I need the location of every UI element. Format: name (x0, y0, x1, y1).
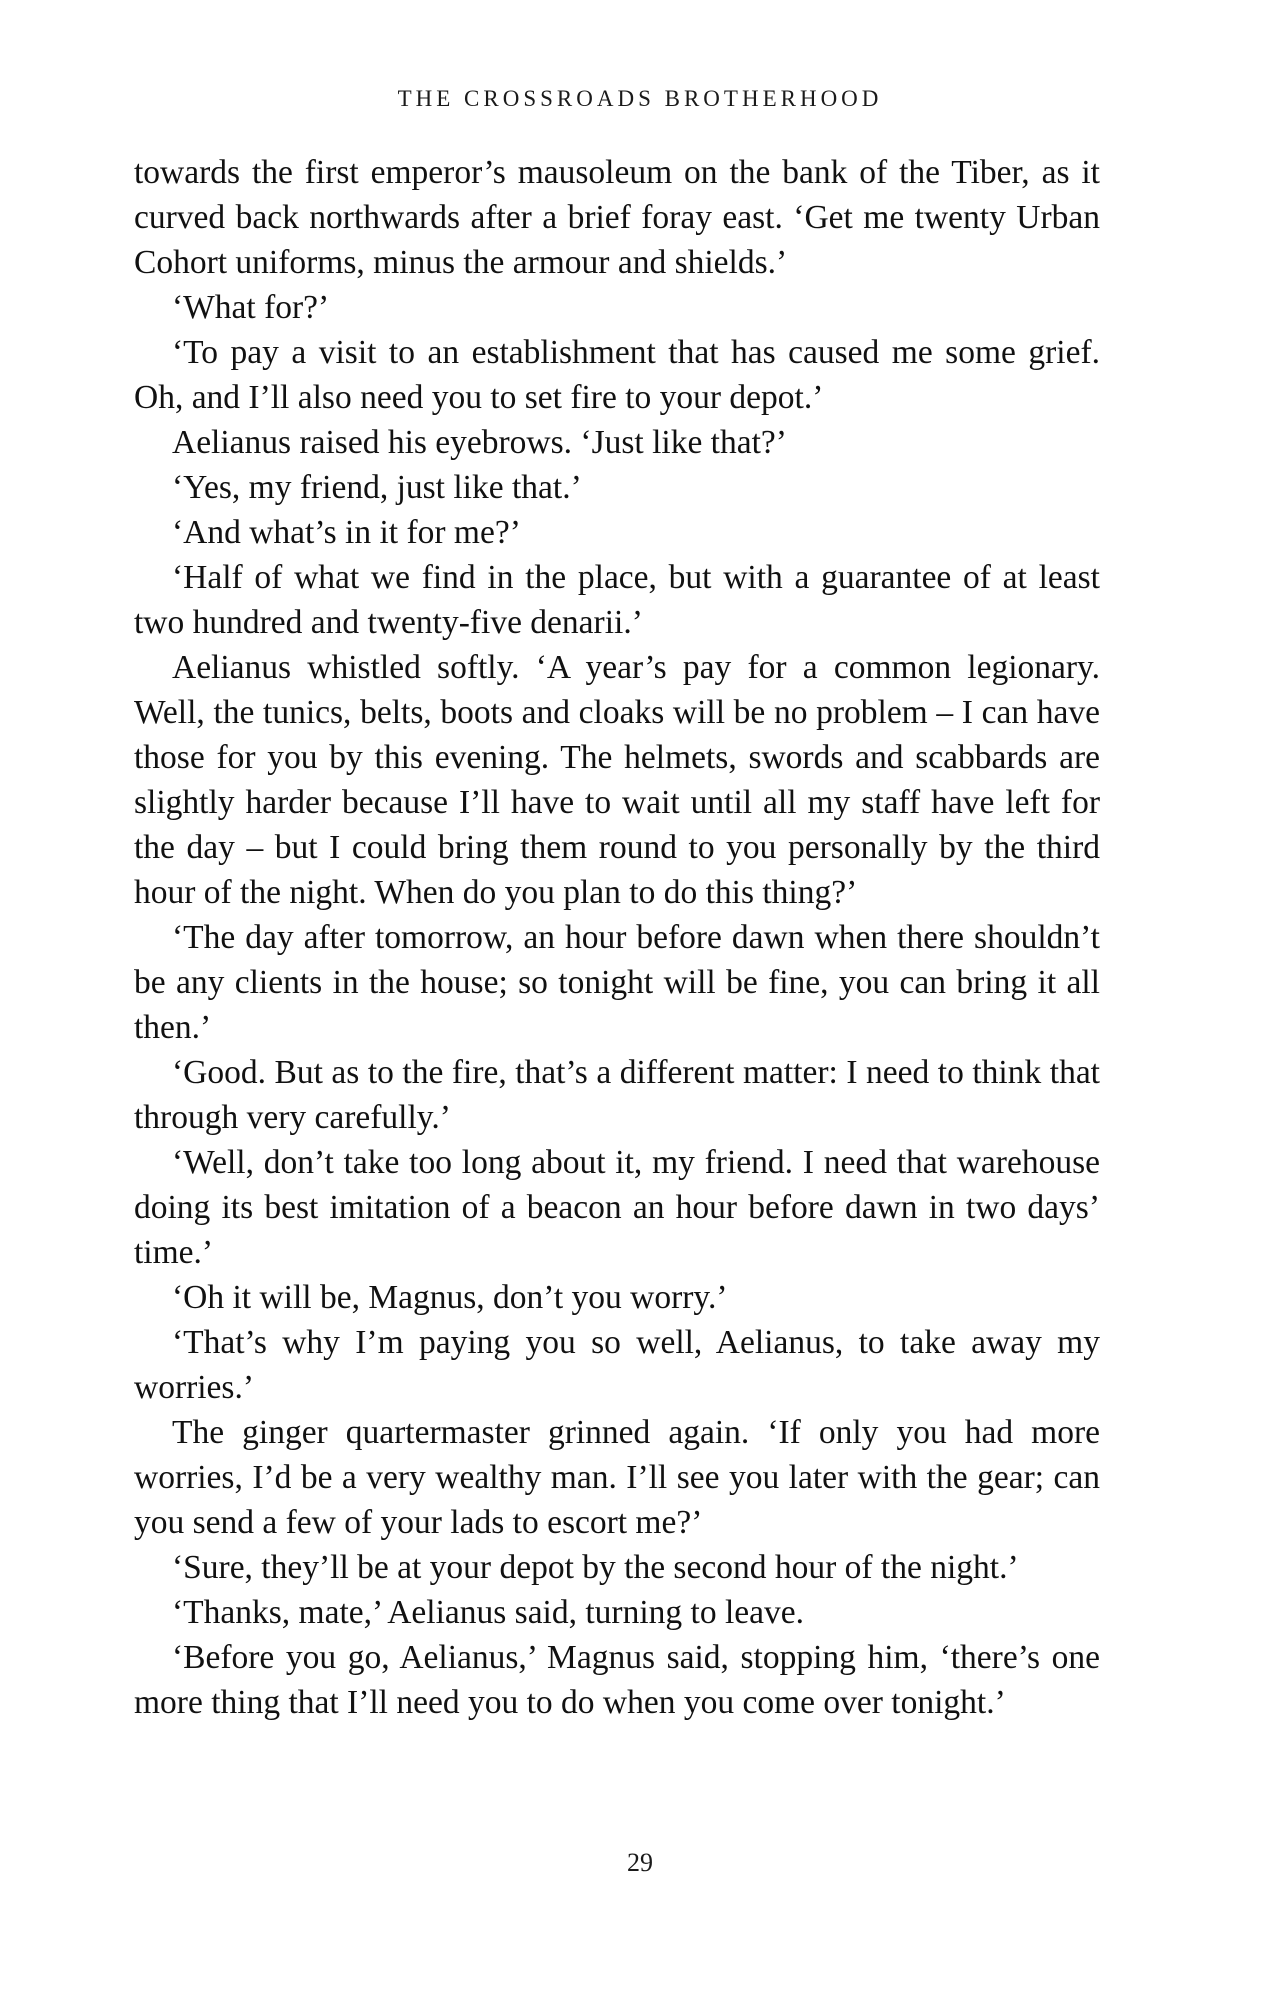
paragraph: ‘Sure, they’ll be at your depot by the second hour of the night.’ (172, 1549, 1019, 1586)
paragraph: Aelianus raised his eyebrows. ‘Just like that?’ (172, 424, 787, 461)
paragraph: Aelianus whistled softly. ‘A year’s pay for a common legionary. Well, the tunics, belts, boots and cloaks will be no problem – I can have those for you by this evening. The helmets, swords and scabbards are slightly harder because I’ll have to wait until all my staff have left for the day – but I could bring them round to you personally by the third hour of the night. When do you plan to do this thing?’ (134, 649, 1100, 911)
paragraph: ‘Before you go, Aelianus,’ Magnus said, stopping him, ‘there’s one more thing that I’ll need you to do when you come over tonight.’ (134, 1639, 1100, 1721)
page-number: 29 (627, 1848, 653, 1877)
paragraph: towards the first emperor’s mausoleum on the bank of the Tiber, as it curved back northwards after a brief foray east. ‘Get me twenty Urban Cohort uniforms, minus the armour and shields.’ (134, 154, 1100, 281)
paragraph: ‘Well, don’t take too long about it, my friend. I need that warehouse doing its best imitation of a beacon an hour before dawn in two days’ time.’ (134, 1144, 1100, 1271)
paragraph: The ginger quartermaster grinned again. ‘If only you had more worries, I’d be a very wealthy man. I’ll see you later with the gear; can you send a few of your lads to escort me?’ (134, 1414, 1100, 1541)
paragraph: ‘What for?’ (172, 289, 330, 326)
paragraph: ‘To pay a visit to an establishment that has caused me some grief. Oh, and I’ll also need you to set fire to your depot.’ (134, 334, 1100, 416)
paragraph: ‘Oh it will be, Magnus, don’t you worry.’ (172, 1279, 728, 1316)
paragraph: ‘Half of what we find in the place, but with a guarantee of at least two hundred and twenty-five denarii.’ (134, 559, 1100, 641)
body-text (134, 150, 1100, 1725)
paragraph: ‘Good. But as to the fire, that’s a different matter: I need to think that through very carefully.’ (134, 1054, 1100, 1136)
running-head: THE CROSSROADS BROTHERHOOD (397, 86, 883, 111)
paragraph: ‘Yes, my friend, just like that.’ (172, 469, 582, 506)
paragraph: ‘The day after tomorrow, an hour before dawn when there shouldn’t be any clients in the house; so tonight will be fine, you can bring it all then.’ (134, 919, 1100, 1046)
paragraph: ‘That’s why I’m paying you so well, Aelianus, to take away my worries.’ (134, 1324, 1100, 1406)
paragraph: ‘And what’s in it for me?’ (172, 514, 521, 551)
paragraph: ‘Thanks, mate,’ Aelianus said, turning to leave. (172, 1594, 804, 1631)
